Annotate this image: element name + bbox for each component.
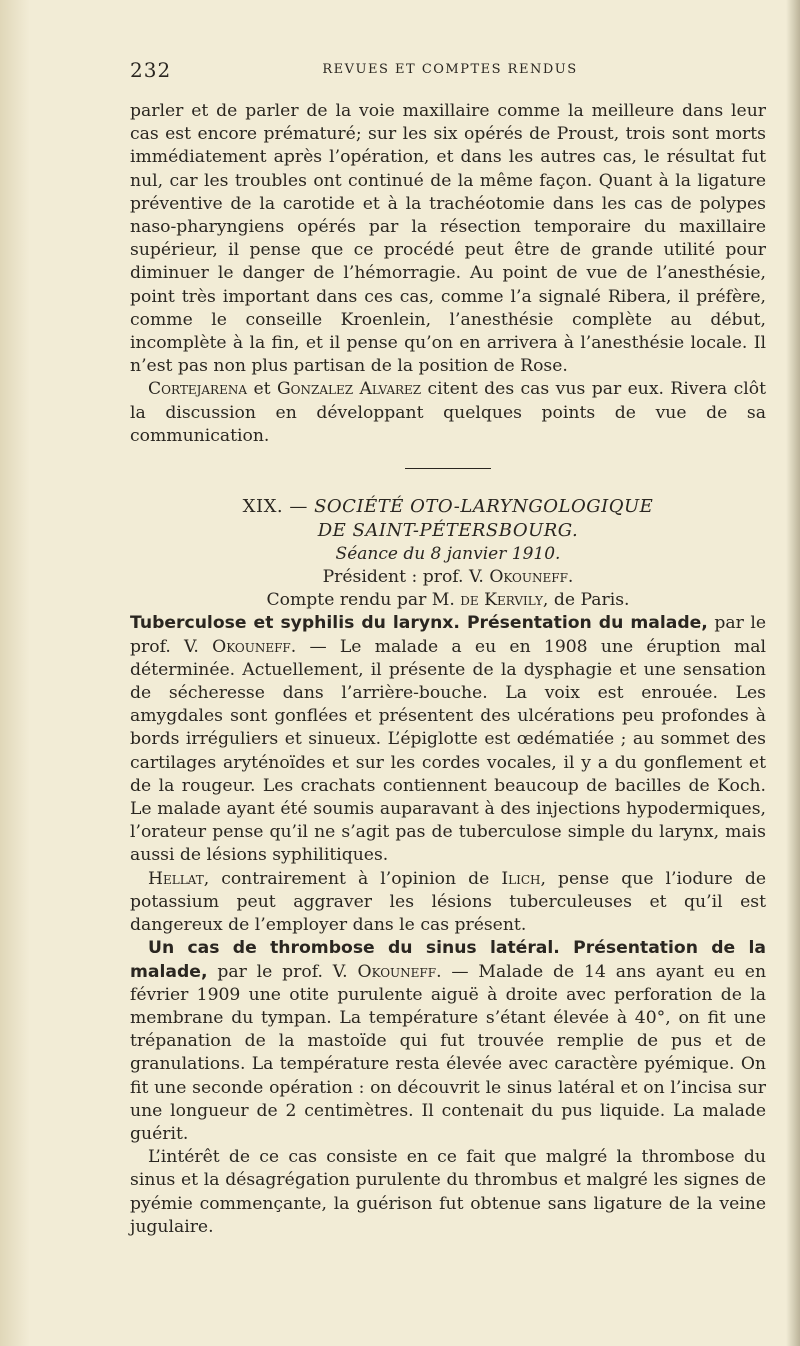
page-header	[130, 58, 770, 82]
article-author: Okouneff	[212, 636, 291, 657]
page-number: 232	[130, 58, 172, 82]
conjunction: et	[253, 379, 271, 400]
author-name: Cortejarena	[148, 379, 248, 400]
president-line	[130, 566, 766, 589]
section-title	[130, 495, 766, 519]
article-thrombose-conclusion: L’intérêt de ce cas consiste en ce fait que malgré la thrombose du sinus et la désagrégation purulente du thrombus et malgré les signes de pyémie commençante, la guérison fut obtenue sans ligature de la veine jugulaire.	[130, 1147, 766, 1237]
credit-label: Compte rendu par M.	[266, 590, 455, 611]
president-name: Okouneff	[489, 567, 568, 588]
paragraph-text: citent des cas vus par eux. Rivera clôt la discussion en développant quelques points de vue de sa communication.	[130, 379, 766, 446]
paragraph-discussion-end	[130, 378, 766, 448]
paragraph-text: , pense que l’iodure de potassium peut aggraver les lésions tuberculeuses et qu’il est dangereux de l’employer dans le cas présent.	[130, 868, 767, 936]
article-title: Un cas de thrombose du sinus latéral. Présentation de la malade,	[130, 938, 766, 982]
section-divider	[405, 468, 491, 469]
president-label: Président : prof. V.	[322, 567, 484, 588]
report-credit	[130, 589, 766, 612]
paragraph-text: , contrairement à l’opinion de	[203, 868, 490, 889]
cited-name: Ilich	[501, 868, 541, 889]
article-tuberculose	[130, 612, 766, 867]
reporter-name: de Kervily	[460, 590, 543, 611]
author-name: Gonzalez Alvarez	[276, 379, 422, 400]
page-body	[130, 100, 766, 1239]
article-text: . — Le malade a eu en 1908 une éruption mal déterminée. Actuellement, il présente de la dysphagie et une sensation de sécheresse dans l’arrière-bouche. La voix est enrouée. Les amygdales sont gonflées et présentent des ulcérations peu profondes à bords irréguliers et sinueux. L’épiglotte est œdématiée ; au sommet des cartilages aryténoïdes et sur les cordes vocales, il y a du gonflement et de la rougeur. Les crachats contiennent beaucoup de bacilles de Koch. Le malade ayant été soumis auparavant à des injections hypodermiques, l’orateur pense qu’il ne s’agit pas de tuberculose simple du larynx, mais aussi de lésions syphilitiques.	[130, 636, 766, 866]
section-number: XIX. —	[242, 496, 308, 518]
article-tuberculose-comment	[130, 868, 766, 938]
article-byline: par le prof. V.	[130, 613, 766, 657]
session-date: Séance du 8 janvier 1910.	[335, 544, 561, 565]
article-text: . — Malade de 14 ans ayant eu en février 1909 une otite purulente aiguë à droite avec perforation de la membrane du tympan. La température s’étant élevée à 40°, on fit une trépanation de la mastoïde qui fut trouvée remplie de pus et de granulations. La température resta élevée avec caractère pyémique. On fit une seconde opération : on découvrit le sinus latéral et on l’incisa sur une longueur de 2 centimètres. Il contenait du pus liquide. La malade guérit.	[130, 961, 767, 1144]
paragraph-continuation: parler et de parler de la voie maxillaire comme la meilleure dans leur cas est encore prématuré; sur les six opérés de Proust, trois sont morts immédiatement après l’opération, et dans les autres cas, le résultat fut nul, car les troubles ont continué de la même façon. Quant à la ligature préventive de la carotide et à la trachéotomie dans les cas de polypes naso-pharyngiens opérés par la résection temporaire du maxillaire supérieur, il pense que ce procédé peut être de grande utilité pour diminuer le danger de l’hémorragie. Au point de vue de l’anesthésie, point très important dans ces cas, comme l’a signalé Ribera, il préfère, comme le conseille Kroenlein, l’anesthésie complète au début, incomplète à la fin, et il pense qu’on en arrivera à l’anesthésie locale. Il n’est pas non plus partisan de la position de Rose.	[130, 101, 766, 377]
punctuation: .	[567, 567, 574, 588]
running-head: REVUES ET COMPTES RENDUS	[322, 62, 578, 77]
society-name: SOCIÉTÉ OTO-LARYNGOLOGIQUE	[314, 496, 654, 518]
article-byline: par le prof. V.	[217, 961, 348, 982]
commenter-name: Hellat	[148, 868, 204, 889]
article-thrombose	[130, 937, 766, 1146]
article-author: Okouneff	[357, 961, 437, 982]
section-title-line-2: DE SAINT-PÉTERSBOURG.	[317, 520, 579, 542]
credit-end: , de Paris.	[542, 590, 630, 611]
article-title: Tuberculose et syphilis du larynx. Présentation du malade,	[130, 613, 708, 634]
